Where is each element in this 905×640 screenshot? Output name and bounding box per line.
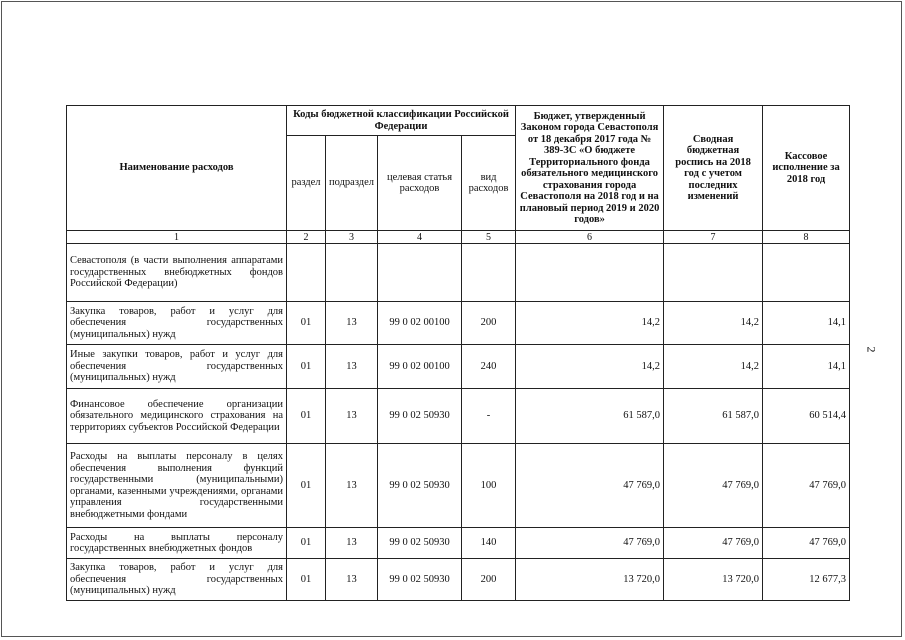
row-razdel: 01 [287, 528, 326, 559]
row-name: Финансовое обеспечение организации обязательного медицинского страхования на территориях субъектов Российской Федерации [67, 389, 287, 444]
row-kassovoe: 12 677,3 [763, 559, 850, 601]
row-vid: 100 [462, 444, 516, 528]
header-kassovoe: Кассовое исполнение за 2018 год [763, 106, 850, 231]
row-name: Иные закупки товаров, работ и услуг для обеспечения государственных (муниципальных) нужд [67, 345, 287, 389]
column-number: 4 [378, 231, 462, 244]
row-target: 99 0 02 50930 [378, 528, 462, 559]
row-podrazdel: 13 [326, 345, 378, 389]
table-row [67, 244, 850, 302]
header-codes: Коды бюджетной классификации Российской Федерации [287, 106, 516, 136]
row-vid: 200 [462, 559, 516, 601]
table-row [67, 559, 850, 601]
column-number: 5 [462, 231, 516, 244]
row-vid: 140 [462, 528, 516, 559]
row-name: Расходы на выплаты персоналу в целях обеспечения выполнения функций государственными (муниципальными) органами, казенными учреждениями, органами управления государственными внебюджетными фондами [67, 444, 287, 528]
row-svodnaya [664, 244, 763, 302]
row-vid: 240 [462, 345, 516, 389]
page-number: 2 [864, 346, 879, 353]
row-svodnaya: 47 769,0 [664, 528, 763, 559]
table-row [67, 302, 850, 345]
row-kassovoe: 14,1 [763, 302, 850, 345]
row-target [378, 244, 462, 302]
row-name: Закупка товаров, работ и услуг для обеспечения государственных (муниципальных) нужд [67, 559, 287, 601]
header-name: Наименование расходов [67, 106, 287, 231]
column-number: 8 [763, 231, 850, 244]
row-budget: 14,2 [516, 302, 664, 345]
row-budget: 47 769,0 [516, 444, 664, 528]
row-razdel: 01 [287, 559, 326, 601]
table-row [67, 444, 850, 528]
row-budget: 47 769,0 [516, 528, 664, 559]
row-podrazdel: 13 [326, 302, 378, 345]
column-number: 1 [67, 231, 287, 244]
column-number: 7 [664, 231, 763, 244]
row-podrazdel: 13 [326, 444, 378, 528]
row-kassovoe: 14,1 [763, 345, 850, 389]
row-svodnaya: 13 720,0 [664, 559, 763, 601]
row-name: Севастополя (в части выполнения аппаратами государственных внебюджетных фондов Российской Федерации) [67, 244, 287, 302]
row-name: Расходы на выплаты персоналу государственных внебюджетных фондов [67, 528, 287, 559]
row-target: 99 0 02 00100 [378, 345, 462, 389]
column-number: 2 [287, 231, 326, 244]
row-podrazdel [326, 244, 378, 302]
row-svodnaya: 14,2 [664, 345, 763, 389]
column-number: 3 [326, 231, 378, 244]
budget-table [66, 105, 850, 601]
row-razdel: 01 [287, 444, 326, 528]
header-vid: вид расходов [462, 136, 516, 231]
row-budget: 61 587,0 [516, 389, 664, 444]
row-podrazdel: 13 [326, 528, 378, 559]
row-target: 99 0 02 50930 [378, 444, 462, 528]
row-svodnaya: 14,2 [664, 302, 763, 345]
row-razdel [287, 244, 326, 302]
row-budget: 14,2 [516, 345, 664, 389]
table-row [67, 345, 850, 389]
row-razdel: 01 [287, 302, 326, 345]
header-razdel: раздел [287, 136, 326, 231]
row-target: 99 0 02 50930 [378, 389, 462, 444]
row-razdel: 01 [287, 389, 326, 444]
row-podrazdel: 13 [326, 389, 378, 444]
row-target: 99 0 02 00100 [378, 302, 462, 345]
row-svodnaya: 47 769,0 [664, 444, 763, 528]
row-target: 99 0 02 50930 [378, 559, 462, 601]
row-kassovoe: 47 769,0 [763, 444, 850, 528]
table-row [67, 528, 850, 559]
row-vid [462, 244, 516, 302]
row-razdel: 01 [287, 345, 326, 389]
row-kassovoe [763, 244, 850, 302]
row-kassovoe: 47 769,0 [763, 528, 850, 559]
header-podrazdel: подраздел [326, 136, 378, 231]
row-vid: - [462, 389, 516, 444]
table-row [67, 389, 850, 444]
column-numbers-row [67, 231, 850, 244]
header-row-1 [67, 106, 850, 136]
row-budget [516, 244, 664, 302]
row-budget: 13 720,0 [516, 559, 664, 601]
column-number: 6 [516, 231, 664, 244]
row-name: Закупка товаров, работ и услуг для обеспечения государственных (муниципальных) нужд [67, 302, 287, 345]
row-vid: 200 [462, 302, 516, 345]
row-svodnaya: 61 587,0 [664, 389, 763, 444]
header-budget: Бюджет, утвержденный Законом города Севастополя от 18 декабря 2017 года № 389-ЗС «О бюджете Территориального фонда обязательного медицинского страхования города Севастополя на 2018 год и на плановый период 2019 и 2020 годов» [516, 106, 664, 231]
header-target: целевая статья расходов [378, 136, 462, 231]
row-podrazdel: 13 [326, 559, 378, 601]
row-kassovoe: 60 514,4 [763, 389, 850, 444]
header-svodnaya: Сводная бюджетная роспись на 2018 год с учетом последних изменений [664, 106, 763, 231]
